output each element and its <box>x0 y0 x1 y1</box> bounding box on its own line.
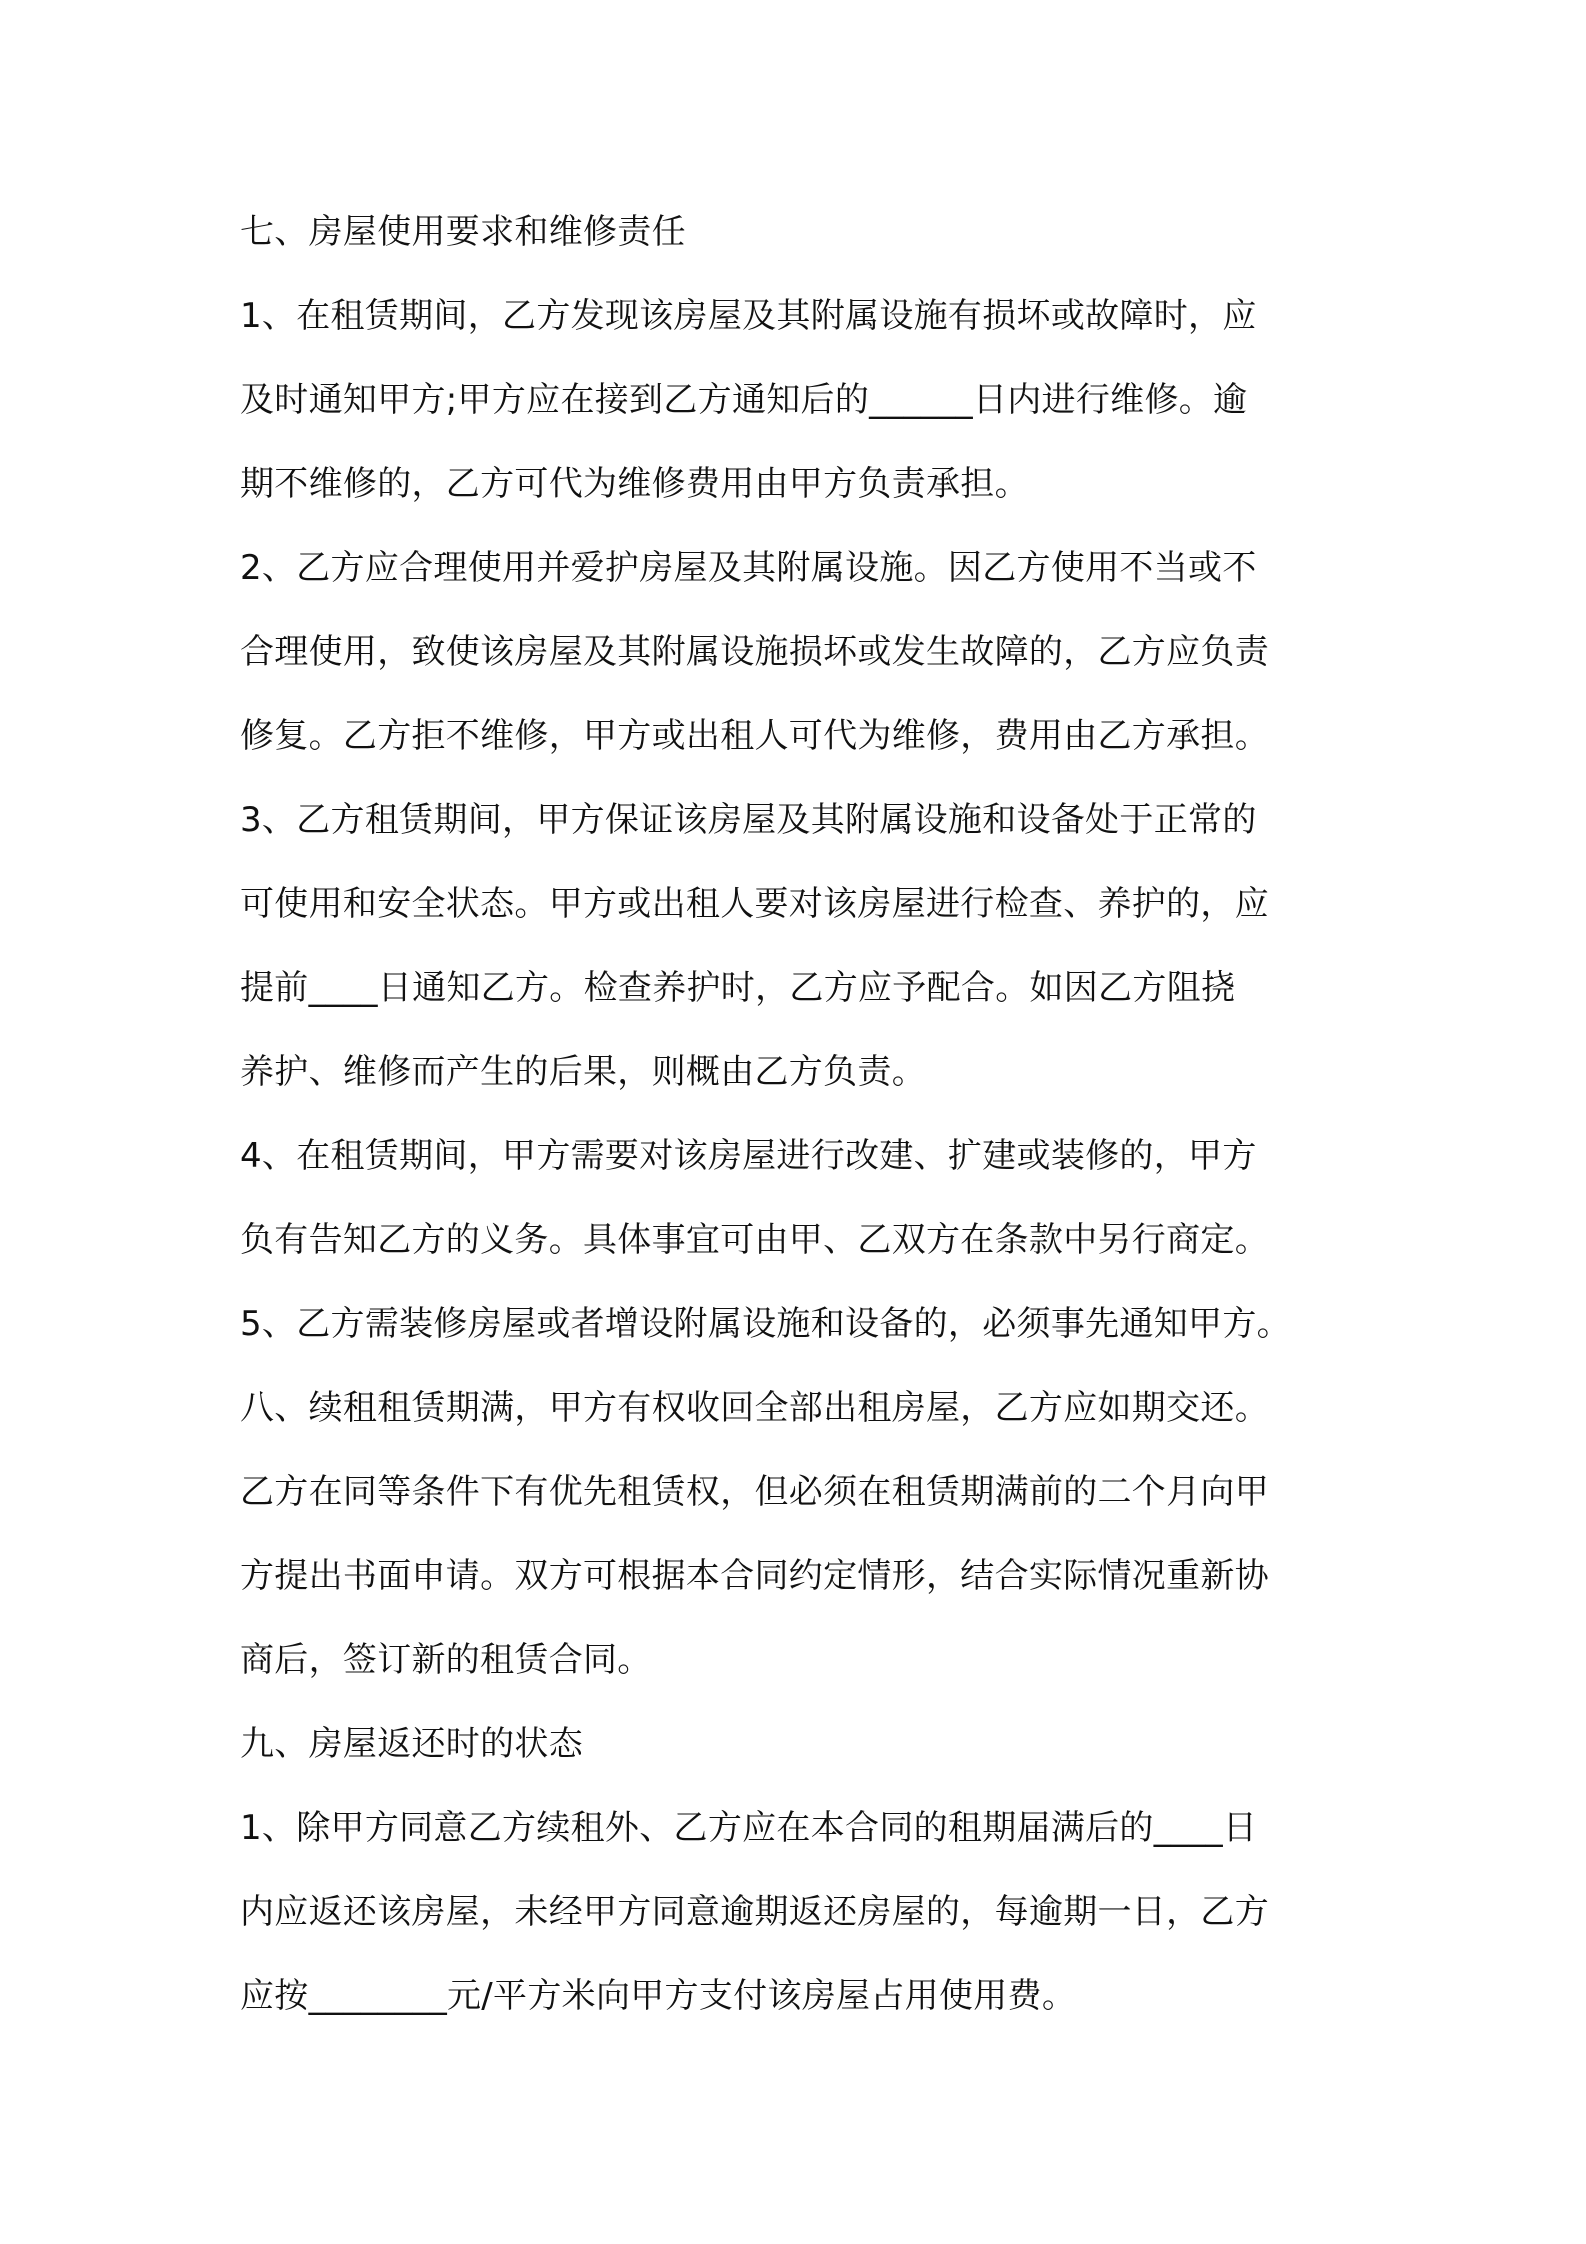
paragraph-line: 商后，签订新的租赁合同。 <box>240 1640 652 1680</box>
paragraph-line: 及时通知甲方;甲方应在接到乙方通知后的______日内进行维修。逾 <box>240 380 1248 420</box>
paragraph-line: 应按________元/平方米向甲方支付该房屋占用使用费。 <box>240 1976 1077 2016</box>
paragraph-line: 乙方在同等条件下有优先租赁权，但必须在租赁期满前的二个月向甲 <box>240 1472 1269 1512</box>
section-heading-8: 八、续租租赁期满，甲方有权收回全部出租房屋，乙方应如期交还。 <box>240 1388 1269 1428</box>
paragraph-line: 内应返还该房屋，未经甲方同意逾期返还房屋的，每逾期一日，乙方 <box>240 1892 1269 1932</box>
paragraph-line: 可使用和安全状态。甲方或出租人要对该房屋进行检查、养护的，应 <box>240 884 1269 924</box>
paragraph-line: 1、除甲方同意乙方续租外、乙方应在本合同的租期届满后的____日 <box>240 1808 1258 1848</box>
paragraph-line: 1、在租赁期间，乙方发现该房屋及其附属设施有损坏或故障时，应 <box>240 296 1257 336</box>
document-body <box>240 200 1380 2048</box>
paragraph-line: 5、乙方需装修房屋或者增设附属设施和设备的，必须事先通知甲方。 <box>240 1304 1291 1344</box>
paragraph-line: 负有告知乙方的义务。具体事宜可由甲、乙双方在条款中另行商定。 <box>240 1220 1269 1260</box>
paragraph-line: 期不维修的，乙方可代为维修费用由甲方负责承担。 <box>240 464 1029 504</box>
paragraph-line: 2、乙方应合理使用并爱护房屋及其附属设施。因乙方使用不当或不 <box>240 548 1257 588</box>
paragraph-line: 3、乙方租赁期间，甲方保证该房屋及其附属设施和设备处于正常的 <box>240 800 1257 840</box>
paragraph-line: 方提出书面申请。双方可根据本合同约定情形，结合实际情况重新协 <box>240 1556 1269 1596</box>
paragraph-line: 修复。乙方拒不维修，甲方或出租人可代为维修，费用由乙方承担。 <box>240 716 1269 756</box>
paragraph-line: 养护、维修而产生的后果，则概由乙方负责。 <box>240 1052 926 1092</box>
section-heading-9: 九、房屋返还时的状态 <box>240 1724 583 1764</box>
paragraph-line: 合理使用，致使该房屋及其附属设施损坏或发生故障的，乙方应负责 <box>240 632 1269 672</box>
paragraph-line: 4、在租赁期间，甲方需要对该房屋进行改建、扩建或装修的，甲方 <box>240 1136 1257 1176</box>
paragraph-line: 提前____日通知乙方。检查养护时，乙方应予配合。如因乙方阻挠 <box>240 968 1236 1008</box>
section-heading-7: 七、房屋使用要求和维修责任 <box>240 212 686 252</box>
